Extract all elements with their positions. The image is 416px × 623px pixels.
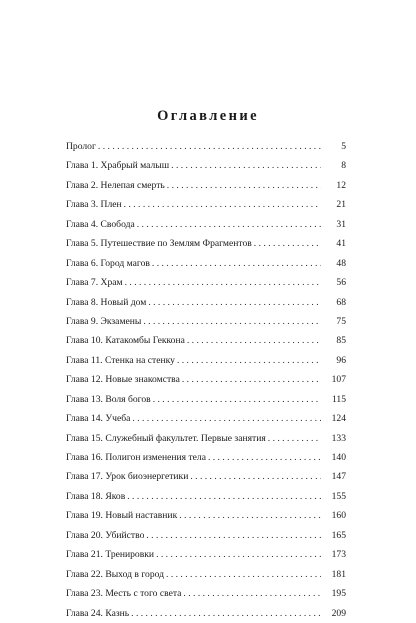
toc-entry [66,351,346,370]
toc-entry-title: Глава 12. Новые знакомства [66,374,180,386]
toc-entry [66,467,346,486]
toc-entry-title: Глава 17. Урок биоэнергетики [66,471,189,483]
toc-entry-page-number: 209 [331,607,346,619]
toc-entry [66,293,346,312]
dot-leader [187,331,321,350]
toc-entry-page-number: 31 [336,218,346,230]
toc-entry [66,526,346,545]
toc-entry-title: Глава 8. Новый дом [66,296,147,308]
toc-entry-title: Глава 19. Новый наставник [66,510,178,522]
toc-entry-page-number: 140 [331,452,346,463]
toc-entry-page-number: 48 [336,257,346,269]
dot-leader [146,526,321,545]
toc-entry-title: Глава 11. Стенка на стенку [66,354,175,366]
toc-entry-title: Глава 24. Казнь [66,607,130,619]
dot-leader [190,467,321,486]
toc-entry-title: Глава 20. Убийство [66,529,145,541]
dot-leader [148,293,321,312]
toc-entry-title: Глава 5. Путешествие по Землям Фрагментов [66,238,252,250]
toc-entry-page-number: 124 [331,413,346,425]
toc-entry-page-number: 133 [331,432,346,444]
toc-entry [66,156,346,175]
toc-entry-page-number: 173 [331,549,346,561]
toc-entry-page-number: 68 [336,296,346,308]
toc-entry [66,390,346,409]
toc-entry-title: Глава 7. Храм [66,277,123,289]
toc-entry-page-number: 8 [341,160,346,172]
toc-entry [66,565,346,584]
dot-leader [143,312,321,331]
toc-entry [66,409,346,428]
toc-entry-title: Глава 15. Служебный факультет. Первые занятия [66,432,266,444]
toc-entry-page-number: 56 [336,277,346,289]
toc-entry-title: Глава 13. Воля богов [66,393,151,405]
toc-entry [66,312,346,331]
toc-entry-title: Глава 23. Месть с того света [66,588,182,600]
toc-entry [66,137,346,156]
toc-entry-page-number: 85 [336,335,346,347]
toc-entry-page-number: 155 [331,490,346,502]
dot-leader [208,448,321,467]
toc-entry [66,429,346,448]
dot-leader [166,565,321,584]
toc-entry [66,215,346,234]
toc-entry-page-number: 181 [331,568,346,580]
toc-entry-page-number: 165 [331,529,346,541]
dot-leader [131,604,321,623]
toc-entry-page-number: 75 [336,315,346,327]
dot-leader [167,176,321,195]
toc-entry [66,370,346,389]
toc-entry-title: Глава 9. Экзамены [66,315,142,327]
toc-entry [66,273,346,292]
toc-entry-page-number: 96 [336,354,346,366]
dot-leader [182,370,321,389]
toc-entry [66,584,346,603]
toc-entry-title: Глава 1. Храбрый малыш [66,160,170,172]
toc-entry [66,506,346,525]
toc-entry [66,604,346,623]
toc-entry-page-number: 41 [336,238,346,250]
dot-leader [171,156,321,175]
toc-entry-page-number: 21 [336,199,346,211]
toc-entry-title: Пролог [66,141,96,152]
toc-entry [66,176,346,195]
toc-entry-page-number: 195 [331,588,346,600]
toc-entry-title: Глава 18. Яков [66,490,126,502]
page-title: Оглавление [157,108,259,124]
dot-leader [127,487,321,506]
toc-entry-page-number: 12 [336,179,346,191]
toc-entry [66,331,346,350]
dot-leader [153,390,321,409]
dot-leader [132,409,321,428]
dot-leader [254,234,321,253]
toc-entry [66,234,346,253]
toc-entry-title: Глава 6. Город магов [66,257,150,269]
toc-entry-page-number: 107 [331,374,346,386]
toc-entry-title: Глава 3. Плен [66,199,122,211]
toc-entry-title: Глава 10. Катакомбы Геккона [66,335,185,347]
dot-leader [124,195,321,214]
table-of-contents [66,137,346,623]
toc-entry-title: Глава 2. Нелепая смерть [66,179,165,191]
dot-leader [98,137,321,156]
toc-entry-title: Глава 22. Выход в город [66,568,165,580]
toc-entry-page-number: 160 [331,510,346,522]
toc-entry [66,487,346,506]
dot-leader [183,584,321,603]
dot-leader [177,351,321,370]
dot-leader [137,215,321,234]
dot-leader [268,429,321,448]
toc-entry [66,448,346,467]
toc-entry-title: Глава 4. Свобода [66,218,135,230]
toc-entry [66,195,346,214]
toc-entry-title: Глава 14. Учеба [66,413,131,425]
toc-entry-page-number: 115 [331,393,346,405]
toc-entry [66,254,346,273]
dot-leader [125,273,321,292]
toc-entry-page-number: 147 [331,471,346,483]
toc-entry-title: Глава 21. Тренировки [66,549,155,561]
toc-entry-title: Глава 16. Полигон изменения тела [66,452,206,463]
dot-leader [152,254,321,273]
dot-leader [179,506,321,525]
toc-entry-page-number: 5 [341,141,346,152]
